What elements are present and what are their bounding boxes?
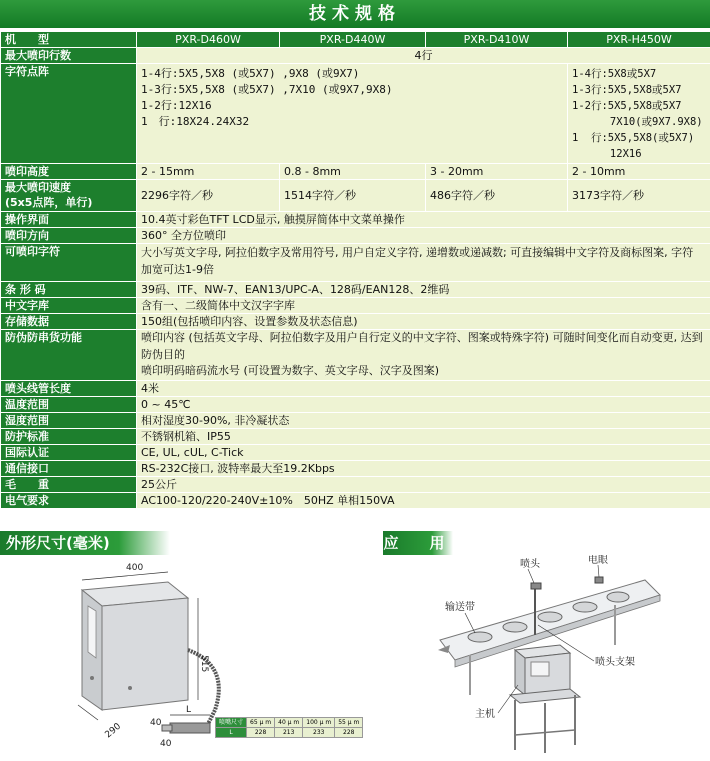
height-value: 2 - 10mm [568,164,710,180]
ui-value: 10.4英寸彩色TFT LCD显示, 触摸屏简体中文菜单操作 [137,212,710,228]
row-label: 操作界面 [1,212,137,228]
row-label: 字符点阵 [1,64,137,164]
model-name: PXR-D460W [137,32,280,48]
table-row [1,244,710,282]
speed-label-sub: (5x5点阵，单行) [5,196,93,209]
row-label: 中文字库 [1,298,137,314]
row-label: 喷头线管长度 [1,380,137,396]
row-label: 喷印方向 [1,228,137,244]
table-row [1,476,710,492]
row-label: 可喷印字符 [1,244,137,282]
label-conveyor: 输送带 [445,602,475,613]
nozzle-header: 喷嘴尺寸 [216,718,247,728]
humidity-value: 相对湿度30-90%, 非冷凝状态 [137,412,710,428]
nozzle-col: 55 μ m [335,718,363,728]
anti-text: 喷印内容 (包括英文字母、阿拉伯数字及用户自行定义的中文字符、图案或特殊字符) 可随时间变化而自动变更, 达到防伪目的 [141,331,703,361]
nozzle-col: 65 μ m [247,718,275,728]
nozzle-row-label: L [216,728,247,738]
weight-value: 25公斤 [137,476,710,492]
nozzle-len-value: 4米 [137,380,710,396]
table-row [1,64,710,164]
height-value: 2 - 15mm [137,164,280,180]
row-label: 湿度范围 [1,412,137,428]
table-row [1,282,710,298]
speed-value: 2296字符／秒 [137,180,280,212]
dot-matrix-line: 1 行:5X5,5X8(或5X7) [572,132,695,144]
nozzle-value: 233 [303,728,335,738]
table-row [1,32,710,48]
label-eye: 电眼 [588,555,608,566]
table-row [1,164,710,180]
row-label: 最大喷印行数 [1,48,137,64]
chinese-value: 含有一、二级简体中文汉字字库 [137,298,710,314]
row-label: 电气要求 [1,492,137,508]
spec-table [0,31,710,509]
nozzle-value: 213 [275,728,303,738]
table-row [1,212,710,228]
row-label: 通信接口 [1,460,137,476]
speed-label: 最大喷印速度 [5,181,71,194]
table-row [1,380,710,396]
table-row [216,718,363,728]
row-label: 毛 重 [1,476,137,492]
nozzle-col: 40 μ m [275,718,303,728]
dim-height: 515 [199,655,209,673]
speed-value: 486字符／秒 [426,180,568,212]
row-label [1,180,137,212]
protection-value: 不锈钢机箱、IP55 [137,428,710,444]
application-title: 应 用 [383,531,453,555]
application-drawing [410,555,706,755]
table-row [1,412,710,428]
anti-text-2: 喷印明码暗码流水号 (可设置为数字、英文字母、汉字及图案) [141,364,440,377]
page-title: 技术规格 [0,0,710,28]
direction-value: 360° 全方位喷印 [137,228,710,244]
table-row [1,444,710,460]
row-label: 防伪防串货功能 [1,330,137,381]
table-row [1,48,710,64]
table-row [1,492,710,508]
row-label: 国际认证 [1,444,137,460]
power-value: AC100-120/220-240V±10% 50HZ 单相150VA [137,492,710,508]
temp-value: 0 ~ 45℃ [137,396,710,412]
dim-width: 400 [126,563,144,573]
dot-matrix-line: 1-4行:5X8或5X7 [572,68,657,80]
row-label: 温度范围 [1,396,137,412]
row-label: 条 形 码 [1,282,137,298]
table-row [1,330,710,381]
table-row [216,728,363,738]
table-row [1,396,710,412]
table-row [1,228,710,244]
row-label: 防护标准 [1,428,137,444]
storage-value: 150组(包括喷印内容、设置参数及状态信息) [137,314,710,330]
label-host: 主机 [475,709,495,720]
row-label: 喷印高度 [1,164,137,180]
nozzle-value: 228 [247,728,275,738]
table-row [1,180,710,212]
row-label: 机 型 [1,32,137,48]
nozzle-value: 228 [335,728,363,738]
dot-matrix-right [568,64,710,164]
dim-head-w: 40 [150,718,162,728]
barcode-value: 39码、ITF、NW-7、EAN13/UPC-A、128码/EAN128、2维码 [137,282,710,298]
dim-depth: 290 [103,721,124,741]
speed-value: 1514字符／秒 [280,180,426,212]
dot-matrix-line: 1 行:18X24.24X32 [141,115,250,128]
anti-value [137,330,710,381]
dot-matrix-line: 1-2行:5X5,5X8或5X7 [572,100,682,112]
comm-value: RS-232C接口, 波特率最大至19.2Kbps [137,460,710,476]
table-row [1,298,710,314]
height-value: 3 - 20mm [426,164,568,180]
dimensions-title: 外形尺寸(毫米) [0,531,170,555]
nozzle-col: 100 μ m [303,718,335,728]
table-row [1,314,710,330]
cert-value: CE, UL, cUL, C-Tick [137,444,710,460]
dot-matrix-left [137,64,568,164]
row-label: 存储数据 [1,314,137,330]
height-value: 0.8 - 8mm [280,164,426,180]
max-lines-value: 4行 [137,48,710,64]
chars-value: 大小写英文字母, 阿拉伯数字及常用符号, 用户自定义字符, 递增数或递减数; 可直接编辑中文字符及商标图案, 字符加宽可达1-9倍 [137,244,710,282]
model-name: PXR-D440W [280,32,426,48]
dim-head-h: 40 [160,739,172,749]
speed-value: 3173字符／秒 [568,180,710,212]
nozzle-table [215,717,363,738]
model-name: PXR-D410W [426,32,568,48]
label-nozzle: 喷头 [520,559,540,570]
label-bracket: 喷头支架 [595,657,635,668]
dot-matrix-line: 1-2行:12X16 [141,99,212,112]
dim-head-label: L [186,705,192,715]
model-name: PXR-H450W [568,32,710,48]
dot-matrix-line: 1-4行:5X5,5X8 (或5X7) ,9X8 (或9X7) [141,67,360,80]
table-row [1,460,710,476]
table-row [1,428,710,444]
dot-matrix-line: 1-3行:5X5,5X8或5X7 [572,84,682,96]
dot-matrix-line: 7X10(或9X7.9X8) [572,116,703,128]
dot-matrix-line: 12X16 [572,148,642,160]
dot-matrix-line: 1-3行:5X5,5X8 (或5X7) ,7X10 (或9X7,9X8) [141,83,393,96]
